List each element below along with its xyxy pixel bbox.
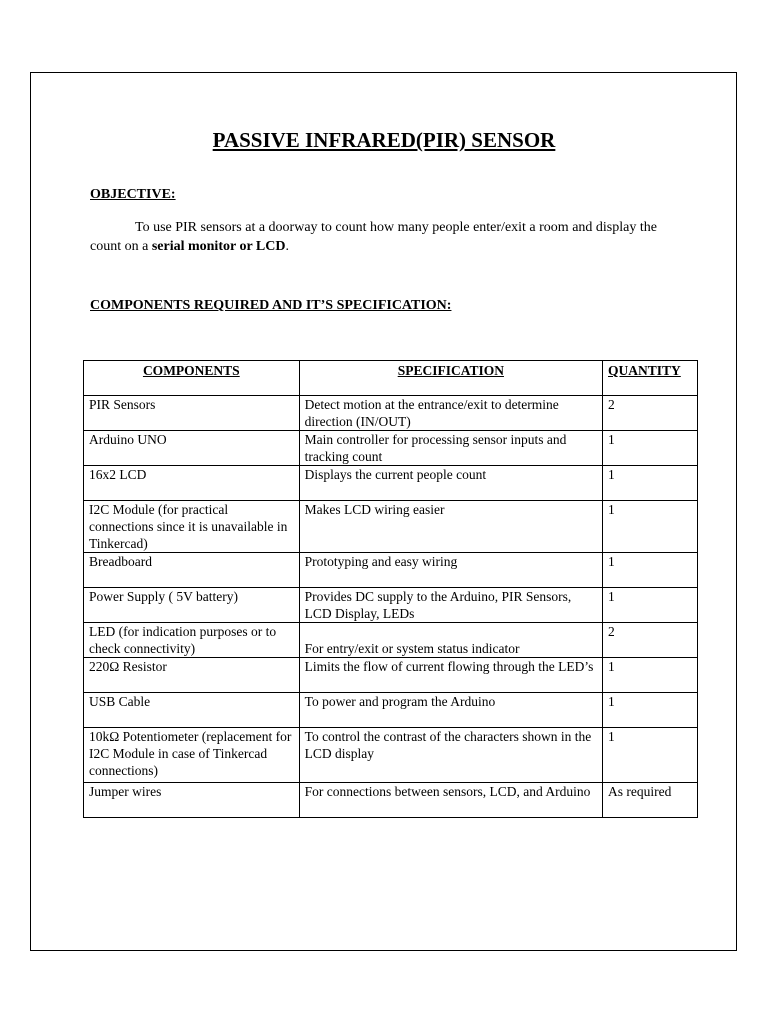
table-row <box>84 728 698 783</box>
specification-cell: For entry/exit or system status indicator <box>299 623 602 658</box>
quantity-cell: 1 <box>603 588 698 623</box>
specification-cell: For connections between sensors, LCD, and Arduino <box>299 783 602 818</box>
quantity-cell: 1 <box>603 658 698 693</box>
table-row <box>84 588 698 623</box>
objective-text-emphasis: serial monitor or LCD <box>151 239 286 254</box>
specification-cell: Displays the current people count <box>299 466 602 501</box>
table-row <box>84 501 698 553</box>
quantity-cell: 1 <box>603 466 698 501</box>
specification-cell: Limits the flow of current flowing through the LED’s <box>299 658 602 693</box>
objective-text <box>90 218 690 256</box>
specification-cell: Makes LCD wiring easier <box>299 501 602 553</box>
quantity-cell: 1 <box>603 501 698 553</box>
component-cell: Jumper wires <box>84 783 300 818</box>
quantity-cell: 2 <box>603 623 698 658</box>
table-row <box>84 693 698 728</box>
component-cell: 220Ω Resistor <box>84 658 300 693</box>
component-cell: PIR Sensors <box>84 396 300 431</box>
table-row <box>84 466 698 501</box>
component-cell: Arduino UNO <box>84 431 300 466</box>
specification-cell: To power and program the Arduino <box>299 693 602 728</box>
table-row <box>84 623 698 658</box>
page-title: PASSIVE INFRARED(PIR) SENSOR <box>212 128 556 152</box>
components-table <box>83 360 698 818</box>
component-cell: 16x2 LCD <box>84 466 300 501</box>
component-cell: I2C Module (for practical connections since it is unavailable in Tinkercad) <box>84 501 300 553</box>
table-header-row <box>84 361 698 396</box>
quantity-cell: 1 <box>603 431 698 466</box>
quantity-cell: 1 <box>603 553 698 588</box>
specification-cell: Main controller for processing sensor inputs and tracking count <box>299 431 602 466</box>
component-cell: 10kΩ Potentiometer (replacement for I2C Module in case of Tinkercad connections) <box>84 728 300 783</box>
component-cell: USB Cable <box>84 693 300 728</box>
table-row <box>84 431 698 466</box>
quantity-cell: 2 <box>603 396 698 431</box>
objective-text-part-1: To use PIR sensors at a doorway to count how many people enter/exit a room and display the count on a <box>90 220 657 254</box>
component-cell: Power Supply ( 5V battery) <box>84 588 300 623</box>
specification-cell: Prototyping and easy wiring <box>299 553 602 588</box>
components-heading: COMPONENTS REQUIRED AND IT’S SPECIFICATION: <box>90 298 452 313</box>
specification-cell: To control the contrast of the characters shown in the LCD display <box>299 728 602 783</box>
table-row <box>84 783 698 818</box>
table-row <box>84 396 698 431</box>
specification-cell: Provides DC supply to the Arduino, PIR Sensors, LCD Display, LEDs <box>299 588 602 623</box>
header-quantity: QUANTITY <box>603 361 698 396</box>
specification-cell: Detect motion at the entrance/exit to determine direction (IN/OUT) <box>299 396 602 431</box>
quantity-cell: 1 <box>603 693 698 728</box>
component-cell: Breadboard <box>84 553 300 588</box>
table-row <box>84 553 698 588</box>
quantity-cell: As required <box>603 783 698 818</box>
component-cell: LED (for indication purposes or to check connectivity) <box>84 623 300 658</box>
objective-heading: OBJECTIVE: <box>90 187 176 202</box>
header-specification: SPECIFICATION <box>299 361 602 396</box>
quantity-cell: 1 <box>603 728 698 783</box>
header-components: COMPONENTS <box>84 361 300 396</box>
objective-text-end: . <box>285 239 289 254</box>
table-row <box>84 658 698 693</box>
